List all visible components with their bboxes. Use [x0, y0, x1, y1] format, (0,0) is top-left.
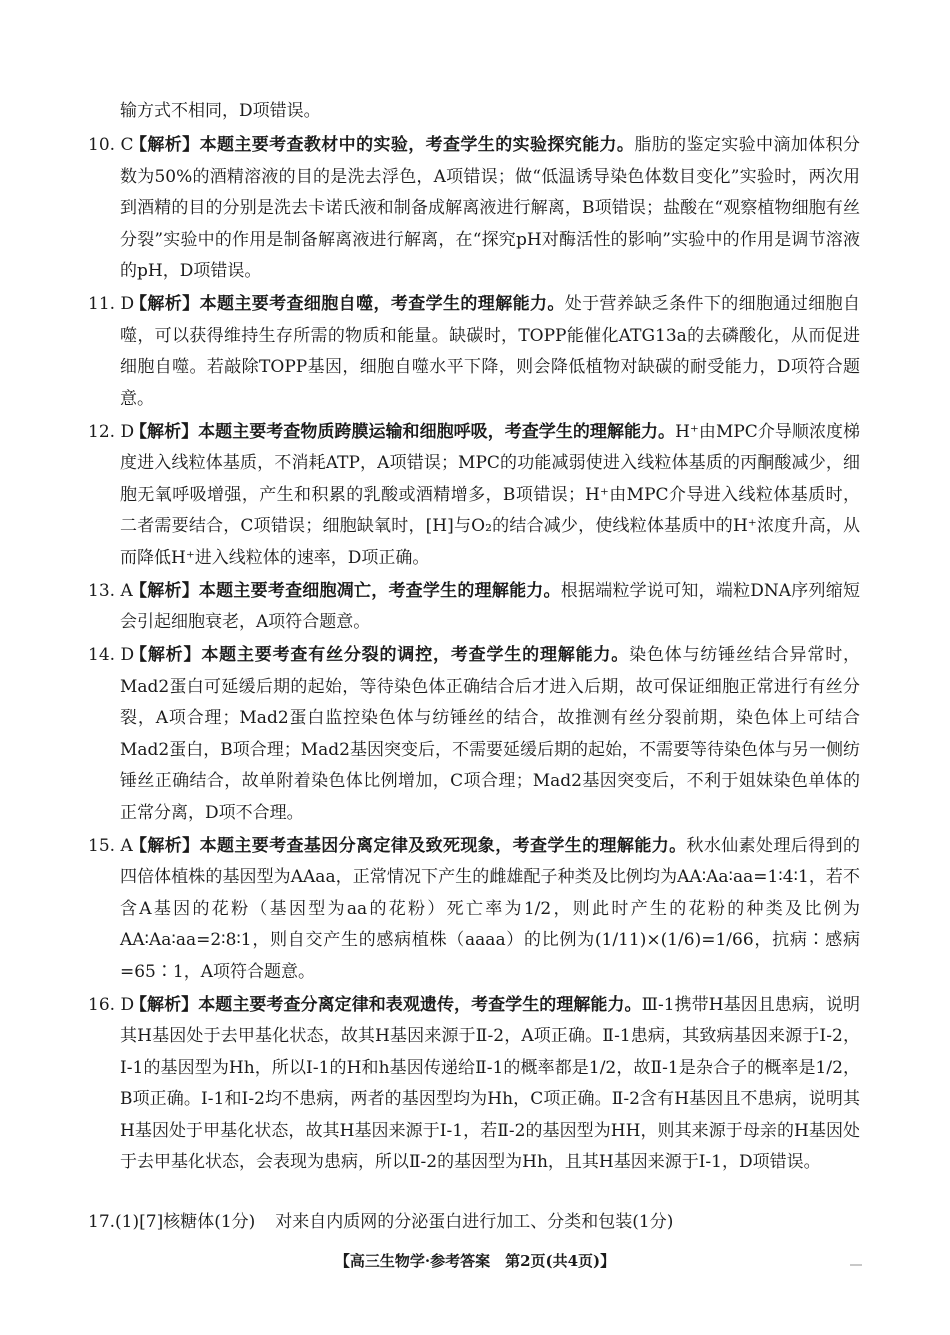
answer-number: 17.: [88, 1212, 116, 1232]
answer-text: [120, 417, 860, 575]
scan-mark: [850, 1264, 862, 1266]
analysis-tag: 【解析】: [130, 580, 199, 601]
analysis-lead: 本题主要考查有丝分裂的调控，考查学生的理解能力。: [201, 645, 630, 665]
analysis-body: 根据端粒学说可知，端粒DNA序列缩短会引起细胞衰老，A项符合题意。: [120, 580, 861, 632]
analysis-lead: 本题主要考查分离定律和表观遗传，考查学生的理解能力。: [198, 994, 642, 1015]
analysis-lead: 本题主要考查细胞自噬，考查学生的理解能力。: [199, 294, 565, 314]
answer-text: [120, 831, 860, 989]
analysis-body: 染色体与纺锤丝结合异常时，Mad2蛋白可延缓后期的起始，等待染色体正确结合后才进入后期，故可保证细胞正常进行有丝分裂，A项合理；Mad2蛋白监控染色体与纺锤丝的结合，故推测有丝分裂前期，染色体上可结合Mad2蛋白，B项合理；Mad2基因突变后，不需要延缓后期的起始，不需要等待染色体与另一侧纺锤丝正确结合，故单附着染色体比例增加，C项合理；Mad2基因突变后，不利于姐妹染色单体的正常分离，D项不合理。: [120, 645, 861, 823]
answer-text: [120, 990, 860, 1179]
analysis-lead: 本题主要考查教材中的实验，考查学生的实验探究能力。: [199, 135, 635, 155]
answer-number: 14. D: [88, 645, 135, 665]
answer-item-12: [88, 417, 861, 575]
answer-number: 15. A: [88, 835, 133, 856]
answer-number: 12. D: [88, 421, 135, 442]
analysis-tag: 【解析】: [130, 835, 200, 856]
answer-number: 10. C: [88, 135, 134, 155]
analysis-tag: 【解析】: [130, 421, 199, 442]
analysis-tag: 【解析】: [130, 994, 199, 1015]
answer-text: [120, 576, 860, 639]
answer-text: [120, 289, 860, 415]
answer-number: 13. A: [88, 580, 133, 601]
answer-part-1: (1)[7]核糖体(1分): [115, 1212, 256, 1232]
page-footer: 【高三生物学·参考答案 第2页(共4页)】: [334, 1252, 616, 1270]
answer-item-15: [88, 831, 861, 989]
answer-item-17: [88, 1207, 868, 1239]
answer-number: 11. D: [88, 294, 135, 314]
answer-text: [120, 130, 860, 288]
answer-part-1-detail: 对来自内质网的分泌蛋白进行加工、分类和包装(1分): [275, 1212, 674, 1232]
analysis-body: 处于营养缺乏条件下的细胞通过细胞自噬，可以获得维持生存所需的物质和能量。缺碳时，TOPP能催化ATG13a的去磷酸化，从而促进细胞自噬。若敲除TOPP基因，细胞自噬水平下降，则会降低植物对缺碳的耐受能力，D项符合题意。: [120, 294, 861, 409]
analysis-lead: 本题主要考查基因分离定律及致死现象，考查学生的理解能力。: [199, 835, 687, 856]
analysis-body: 脂肪的鉴定实验中滴加体积分数为50%的酒精溶液的目的是洗去浮色，A项错误；做“低温诱导染色体数目变化”实验时，两次用到酒精的目的分别是洗去卡诺氏液和制备成解离液进行解离，B项错误；盐酸在“观察植物细胞有丝分裂”实验中的作用是制备解离液进行解离，在“探究pH对酶活性的影响”实验中的作用是调节溶液的pH，D项错误。: [120, 135, 861, 281]
analysis-body: H⁺由MPC介导顺浓度梯度进入线粒体基质，不消耗ATP，A项错误；MPC的功能减弱使进入线粒体基质的丙酮酸减少，细胞无氧呼吸增强，产生和积累的乳酸或酒精增多，B项错误；H⁺由MPC介导进入线粒体基质时，二者需要结合，C项错误；细胞缺氧时，[H]与O₂的结合减少，使线粒体基质中的H⁺浓度升高，从而降低H⁺进入线粒体的速率，D项正确。: [120, 421, 861, 568]
answer-item-10: [88, 130, 861, 288]
analysis-lead: 本题主要考查物质跨膜运输和细胞呼吸，考查学生的理解能力。: [198, 421, 676, 442]
answer-item-14: [88, 640, 861, 829]
answer-number: 16. D: [88, 994, 135, 1015]
analysis-tag: 【解析】: [130, 645, 202, 665]
answer-item-11: [88, 289, 861, 415]
analysis-body: Ⅲ-1携带H基因且患病，说明其H基因处于去甲基化状态，故其H基因来源于Ⅱ-2，A项正确。Ⅱ-1患病，其致病基因来源于Ⅰ-2，Ⅰ-1的基因型为Hh，所以Ⅰ-1的H和h基因传递给Ⅱ-1的概率都是1/2，故Ⅱ-1是杂合子的概率是1/2，B项正确。Ⅰ-1和Ⅰ-2均不患病，两者的基因型均为Hh，C项正确。Ⅱ-2含有H基因且不患病，说明其H基因处于甲基化状态，故其H基因来源于Ⅰ-1，若Ⅱ-2的基因型为HH，则其来源于母亲的H基因处于去甲基化状态，会表现为患病，所以Ⅱ-2的基因型为Hh，且其H基因来源于Ⅰ-1，D项错误。: [120, 994, 861, 1172]
answer-text: [120, 640, 860, 829]
answer-list: [88, 130, 861, 1180]
answer-item-13: [88, 576, 861, 639]
analysis-body: 秋水仙素处理后得到的四倍体植株的基因型为AAaa，正常情况下产生的雌雄配子种类及比例均为AA∶Aa∶aa=1∶4∶1，若不含A基因的花粉（基因型为aa的花粉）死亡率为1/2，则此时产生的花粉的种类及比例为AA∶Aa∶aa=2∶8∶1，则自交产生的感病植株（aaaa）的比例为(1/11)×(1/6)=1/66，抗病∶感病=65∶1，A项符合题意。: [120, 835, 861, 982]
continuation-line: 输方式不相同，D项错误。: [120, 101, 321, 121]
answer-item-16: [88, 990, 861, 1179]
analysis-tag: 【解析】: [130, 135, 200, 155]
analysis-lead: 本题主要考查细胞凋亡，考查学生的理解能力。: [198, 580, 561, 601]
analysis-tag: 【解析】: [130, 294, 200, 314]
